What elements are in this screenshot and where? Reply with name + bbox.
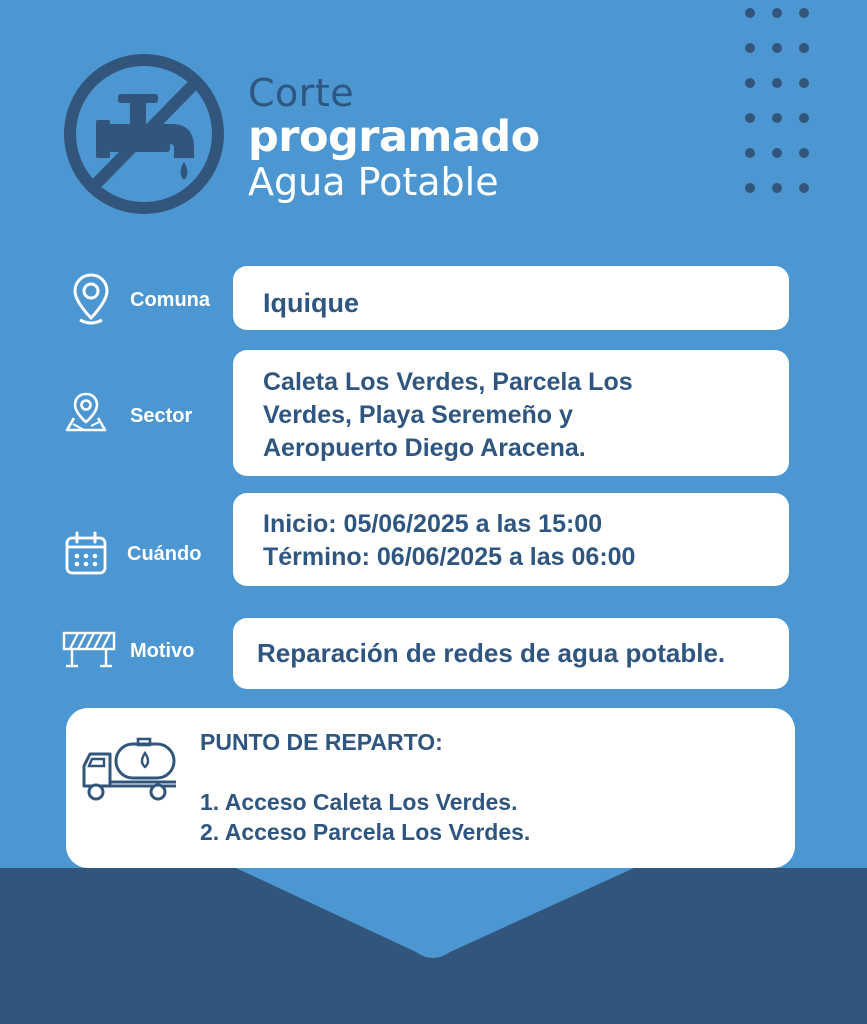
cuando-termino: Término: 06/06/2025 a las 06:00 bbox=[263, 543, 636, 571]
map-pin-icon bbox=[64, 390, 108, 434]
sector-label: Sector bbox=[130, 405, 193, 427]
motivo-label: Motivo bbox=[130, 640, 195, 662]
reparto-heading: PUNTO DE REPARTO: bbox=[200, 729, 443, 755]
comuna-label: Comuna bbox=[130, 289, 210, 311]
sector-value-line-2: Verdes, Playa Seremeño y bbox=[263, 401, 573, 429]
title-line-programado: programado bbox=[248, 112, 540, 162]
page-title bbox=[248, 72, 540, 204]
road-barrier-icon bbox=[62, 630, 116, 668]
comuna-value: Iquique bbox=[263, 288, 359, 318]
comuna-value-box bbox=[233, 266, 789, 330]
reparto-item-2: 2. Acceso Parcela Los Verdes. bbox=[200, 819, 531, 845]
title-line-corte: Corte bbox=[248, 71, 355, 115]
motivo-value: Reparación de redes de agua potable. bbox=[257, 638, 726, 668]
location-pin-icon bbox=[72, 272, 110, 328]
sector-value-line-1: Caleta Los Verdes, Parcela Los bbox=[263, 368, 633, 396]
title-line-agua-potable: Agua Potable bbox=[248, 160, 499, 204]
dot-grid-decoration bbox=[740, 6, 820, 201]
sector-value-box bbox=[233, 350, 789, 476]
sector-value-line-3: Aeropuerto Diego Aracena. bbox=[263, 434, 586, 462]
motivo-value-box bbox=[233, 618, 789, 689]
reparto-item-1: 1. Acceso Caleta Los Verdes. bbox=[200, 789, 518, 815]
no-water-faucet-icon bbox=[60, 50, 228, 218]
footer-arrow-decoration bbox=[0, 860, 867, 970]
cuando-inicio: Inicio: 05/06/2025 a las 15:00 bbox=[263, 510, 603, 538]
cuando-label: Cuándo bbox=[127, 543, 202, 565]
reparto-card bbox=[66, 708, 795, 868]
calendar-icon bbox=[64, 530, 108, 576]
water-truck-icon bbox=[80, 736, 178, 802]
cuando-value-box bbox=[233, 493, 789, 586]
